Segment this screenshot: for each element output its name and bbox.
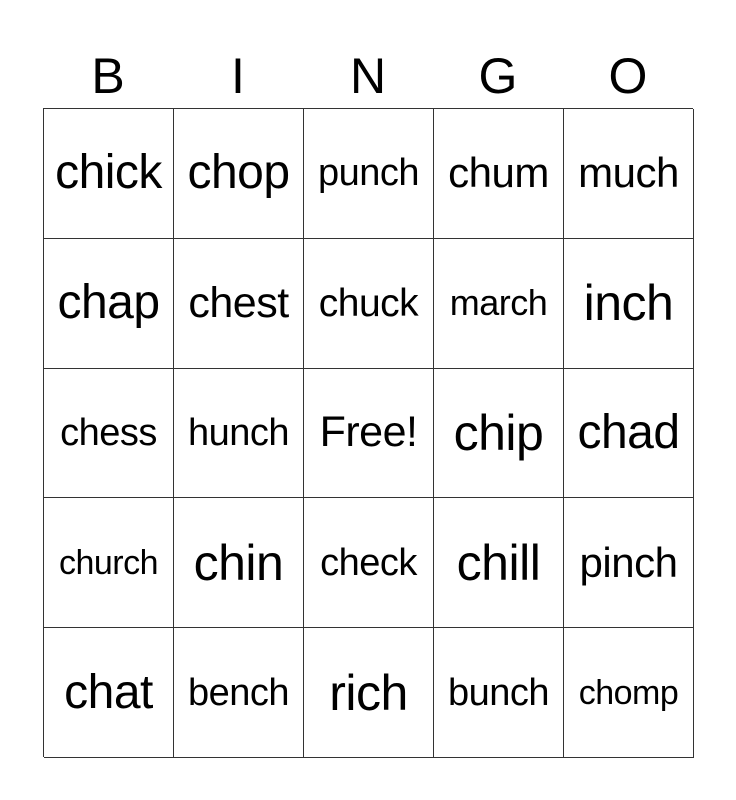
bingo-cell-word: chin <box>193 534 284 591</box>
bingo-cell[interactable] <box>304 498 434 628</box>
bingo-cell[interactable] <box>44 239 174 369</box>
bingo-cell[interactable] <box>434 109 564 239</box>
bingo-cell[interactable] <box>434 369 564 499</box>
bingo-cell-word: chess <box>60 411 157 454</box>
header-letter-i: I <box>231 48 245 104</box>
bingo-cell-word: chop <box>187 146 290 200</box>
bingo-cell[interactable] <box>564 239 694 369</box>
bingo-cell[interactable] <box>44 628 174 758</box>
header-letter-b: B <box>91 48 125 104</box>
bingo-cell[interactable] <box>434 498 564 628</box>
bingo-cell[interactable] <box>434 628 564 758</box>
bingo-card-grid <box>43 108 693 757</box>
bingo-cell[interactable] <box>564 369 694 499</box>
bingo-cell[interactable] <box>174 109 304 239</box>
bingo-cell[interactable] <box>174 369 304 499</box>
bingo-cell-word: chad <box>577 405 680 459</box>
header-letter-g: G <box>478 48 518 104</box>
bingo-cell[interactable] <box>564 498 694 628</box>
bingo-cell-word: church <box>58 543 159 582</box>
bingo-cell[interactable] <box>304 109 434 239</box>
bingo-cell-word: chap <box>57 276 160 330</box>
bingo-header <box>43 48 693 104</box>
bingo-cell[interactable] <box>44 109 174 239</box>
bingo-cell-word: chest <box>188 278 289 327</box>
bingo-cell-word: much <box>578 149 679 197</box>
header-letter-o: O <box>608 48 648 104</box>
bingo-cell[interactable] <box>174 239 304 369</box>
bingo-cell-word: chat <box>64 665 153 719</box>
bingo-cell[interactable] <box>44 369 174 499</box>
bingo-cell-word: check <box>320 541 417 584</box>
bingo-cell-word: inch <box>583 275 674 332</box>
bingo-cell-word: chum <box>448 149 549 197</box>
bingo-cell-word: pinch <box>579 538 678 586</box>
bingo-cell-word: bunch <box>447 671 550 714</box>
bingo-cell[interactable] <box>564 109 694 239</box>
bingo-cell-word: chick <box>55 146 162 200</box>
bingo-cell[interactable] <box>174 628 304 758</box>
bingo-cell-word: bench <box>187 671 290 714</box>
bingo-cell[interactable] <box>44 498 174 628</box>
bingo-cell[interactable] <box>304 628 434 758</box>
bingo-cell-word: chomp <box>578 673 679 712</box>
bingo-cell-word: rich <box>329 664 408 721</box>
bingo-cell-word: chill <box>456 534 541 591</box>
bingo-cell-word: Free! <box>319 408 418 457</box>
free-space-cell[interactable] <box>304 369 434 499</box>
header-letter-n: N <box>349 48 387 104</box>
bingo-cell[interactable] <box>304 239 434 369</box>
bingo-cell[interactable] <box>434 239 564 369</box>
bingo-cell-word: chuck <box>318 281 419 325</box>
bingo-cell-word: hunch <box>187 411 290 454</box>
bingo-cell-word: chip <box>453 404 544 461</box>
bingo-cell[interactable] <box>564 628 694 758</box>
bingo-cell[interactable] <box>174 498 304 628</box>
bingo-cell-word: march <box>449 282 548 324</box>
bingo-cell-word: punch <box>317 152 420 195</box>
